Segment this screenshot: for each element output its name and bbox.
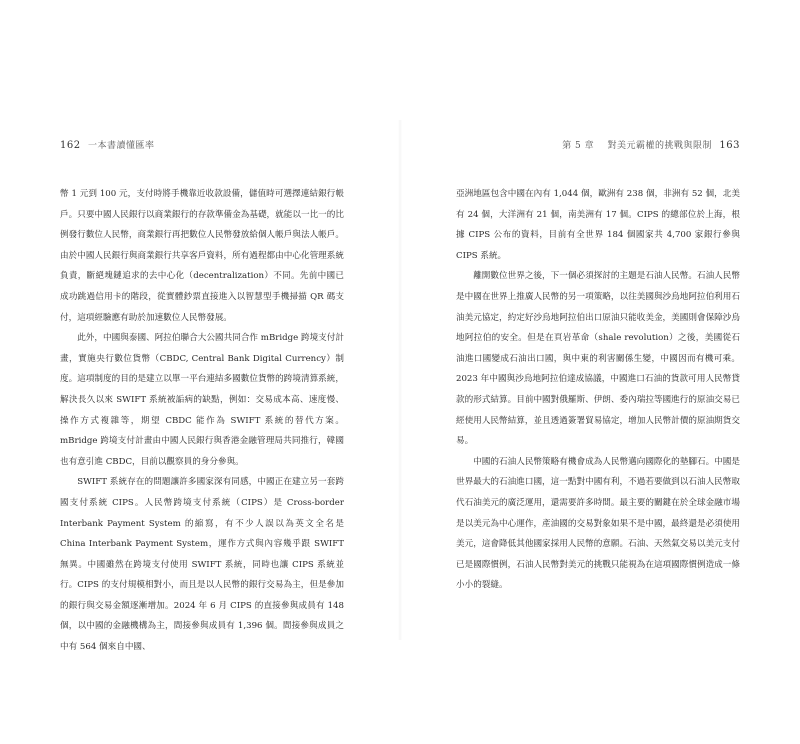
paragraph: 亞洲地區包含中國在內有 1,044 個，歐洲有 238 個，非洲有 52 個，北美有 24 個，大洋洲有 21 個，南美洲有 17 個。CIPS 的總部位於上海，根據 CIPS 公布的資料，目前有全世界 184 個國家共 4,700 家銀行參與 CIPS 系統。 xyxy=(456,189,740,261)
paragraph: 幣 1 元到 100 元，支付時將手機靠近收款設備，儲值時可選擇連結銀行帳戶。只要中國人民銀行以商業銀行的存款準備金為基礎，就能以一比一的比例發行數位人民幣，商業銀行再把數位人民幣發放給個人帳戶與法人帳戶。由於中國人民銀行與商業銀行共享客戶資料，所有過程都由中心化管理系統負責，斷絕塊鏈追求的去中心化（decentralization）不同。先前中國已成功跳過信用卡的階段，從實體鈔票直接進入以智慧型手機掃描 QR 碼支付，這項經驗應有助於加速數位人民幣發展。 xyxy=(60,189,344,323)
left-body-text xyxy=(60,184,344,658)
chapter-label: 第 5 章 xyxy=(562,141,595,151)
left-page-number: 162 xyxy=(60,140,81,151)
paragraph: 中國的石油人民幣策略有機會成為人民幣邁向國際化的墊腳石。中國是世界最大的石油進口國，這一點對中國有利，不過若要做到以石油人民幣取代石油美元的廣泛運用，還需要許多時間。最主要的關鍵在於全球金融市場是以美元為中心運作，產油國的交易對象如果不是中國，最終還是必須使用美元，這會降低其他國家採用人民幣的意願。石油、天然氣交易以美元支付已是國際慣例，石油人民幣對美元的挑戰只能視為在這項國際慣例造成一條小小的裂縫。 xyxy=(456,456,740,591)
paragraph: SWIFT 系統存在的問題讓許多國家深有同感，中國正在建立另一套跨國支付系統 CIPS。人民幣跨境支付系統（CIPS）是 Cross-border Interbank Payment System 的縮寫，有不少人誤以為英文全名是 China Interbank Payment System，運作方式與內容幾乎跟 SWIFT 無異。中國雖然在跨境支付使用 SWIFT 系統，同時也讓 CIPS 系統並行。CIPS 的支付規模相對小，而且是以人民幣的銀行交易為主，但是參加的銀行與交易金額逐漸增加。2024 年 6 月 CIPS 的直接參與成員有 148 個，以中國的金融機構為主，間接參與成員有 1,396 個。間接參與成員之中有 564 個來自中國、 xyxy=(60,477,344,653)
book-title: 一本書讀懂匯率 xyxy=(87,141,155,151)
chapter-title: 對美元霸權的挑戰與限制 xyxy=(607,141,713,151)
paragraph: 此外，中國與泰國、阿拉伯聯合大公國共同合作 mBridge 跨境支付計畫，實施央行數位貨幣（CBDC, Central Bank Digital Currency）制度。這項制度的目的是建立以單一平台連結多國數位貨幣的跨境清算系統，解決長久以來 SWIFT 系統被詬病的缺點，例如：交易成本高、速度慢、操作方式複雜等，期望 CBDC 能作為 SWIFT 系統的替代方案。mBridge 跨境支付計畫由中國人民銀行與香港金融管理局共同推行，韓國也有意引進 CBDC，目前以觀察員的身分參與。 xyxy=(60,333,344,467)
right-page xyxy=(400,0,800,744)
right-body-text xyxy=(456,184,740,596)
paragraph: 離開數位世界之後，下一個必須探討的主題是石油人民幣。石油人民幣是中國在世界上推廣人民幣的另一項策略，以往美國與沙烏地阿拉伯利用石油美元協定，約定好沙烏地阿拉伯出口原油只能收美金，美國則會保障沙烏地阿拉伯的安全。但是在頁岩革命（shale revolution）之後，美國從石油進口國變成石油出口國，與中東的利害關係生變，中國因而有機可乘。2023 年中國與沙烏地阿拉伯達成協議，中國進口石油的貨款可用人民幣貸款的形式結算。目前中國對俄羅斯、伊朗、委內瑞拉等國進行的原油交易已經使用人民幣結算，並且透過簽署貿易協定，增加人民幣計價的原油期貨交易。 xyxy=(456,271,740,447)
right-running-header xyxy=(562,138,740,151)
right-page-number: 163 xyxy=(719,140,740,151)
left-running-header xyxy=(60,138,154,151)
